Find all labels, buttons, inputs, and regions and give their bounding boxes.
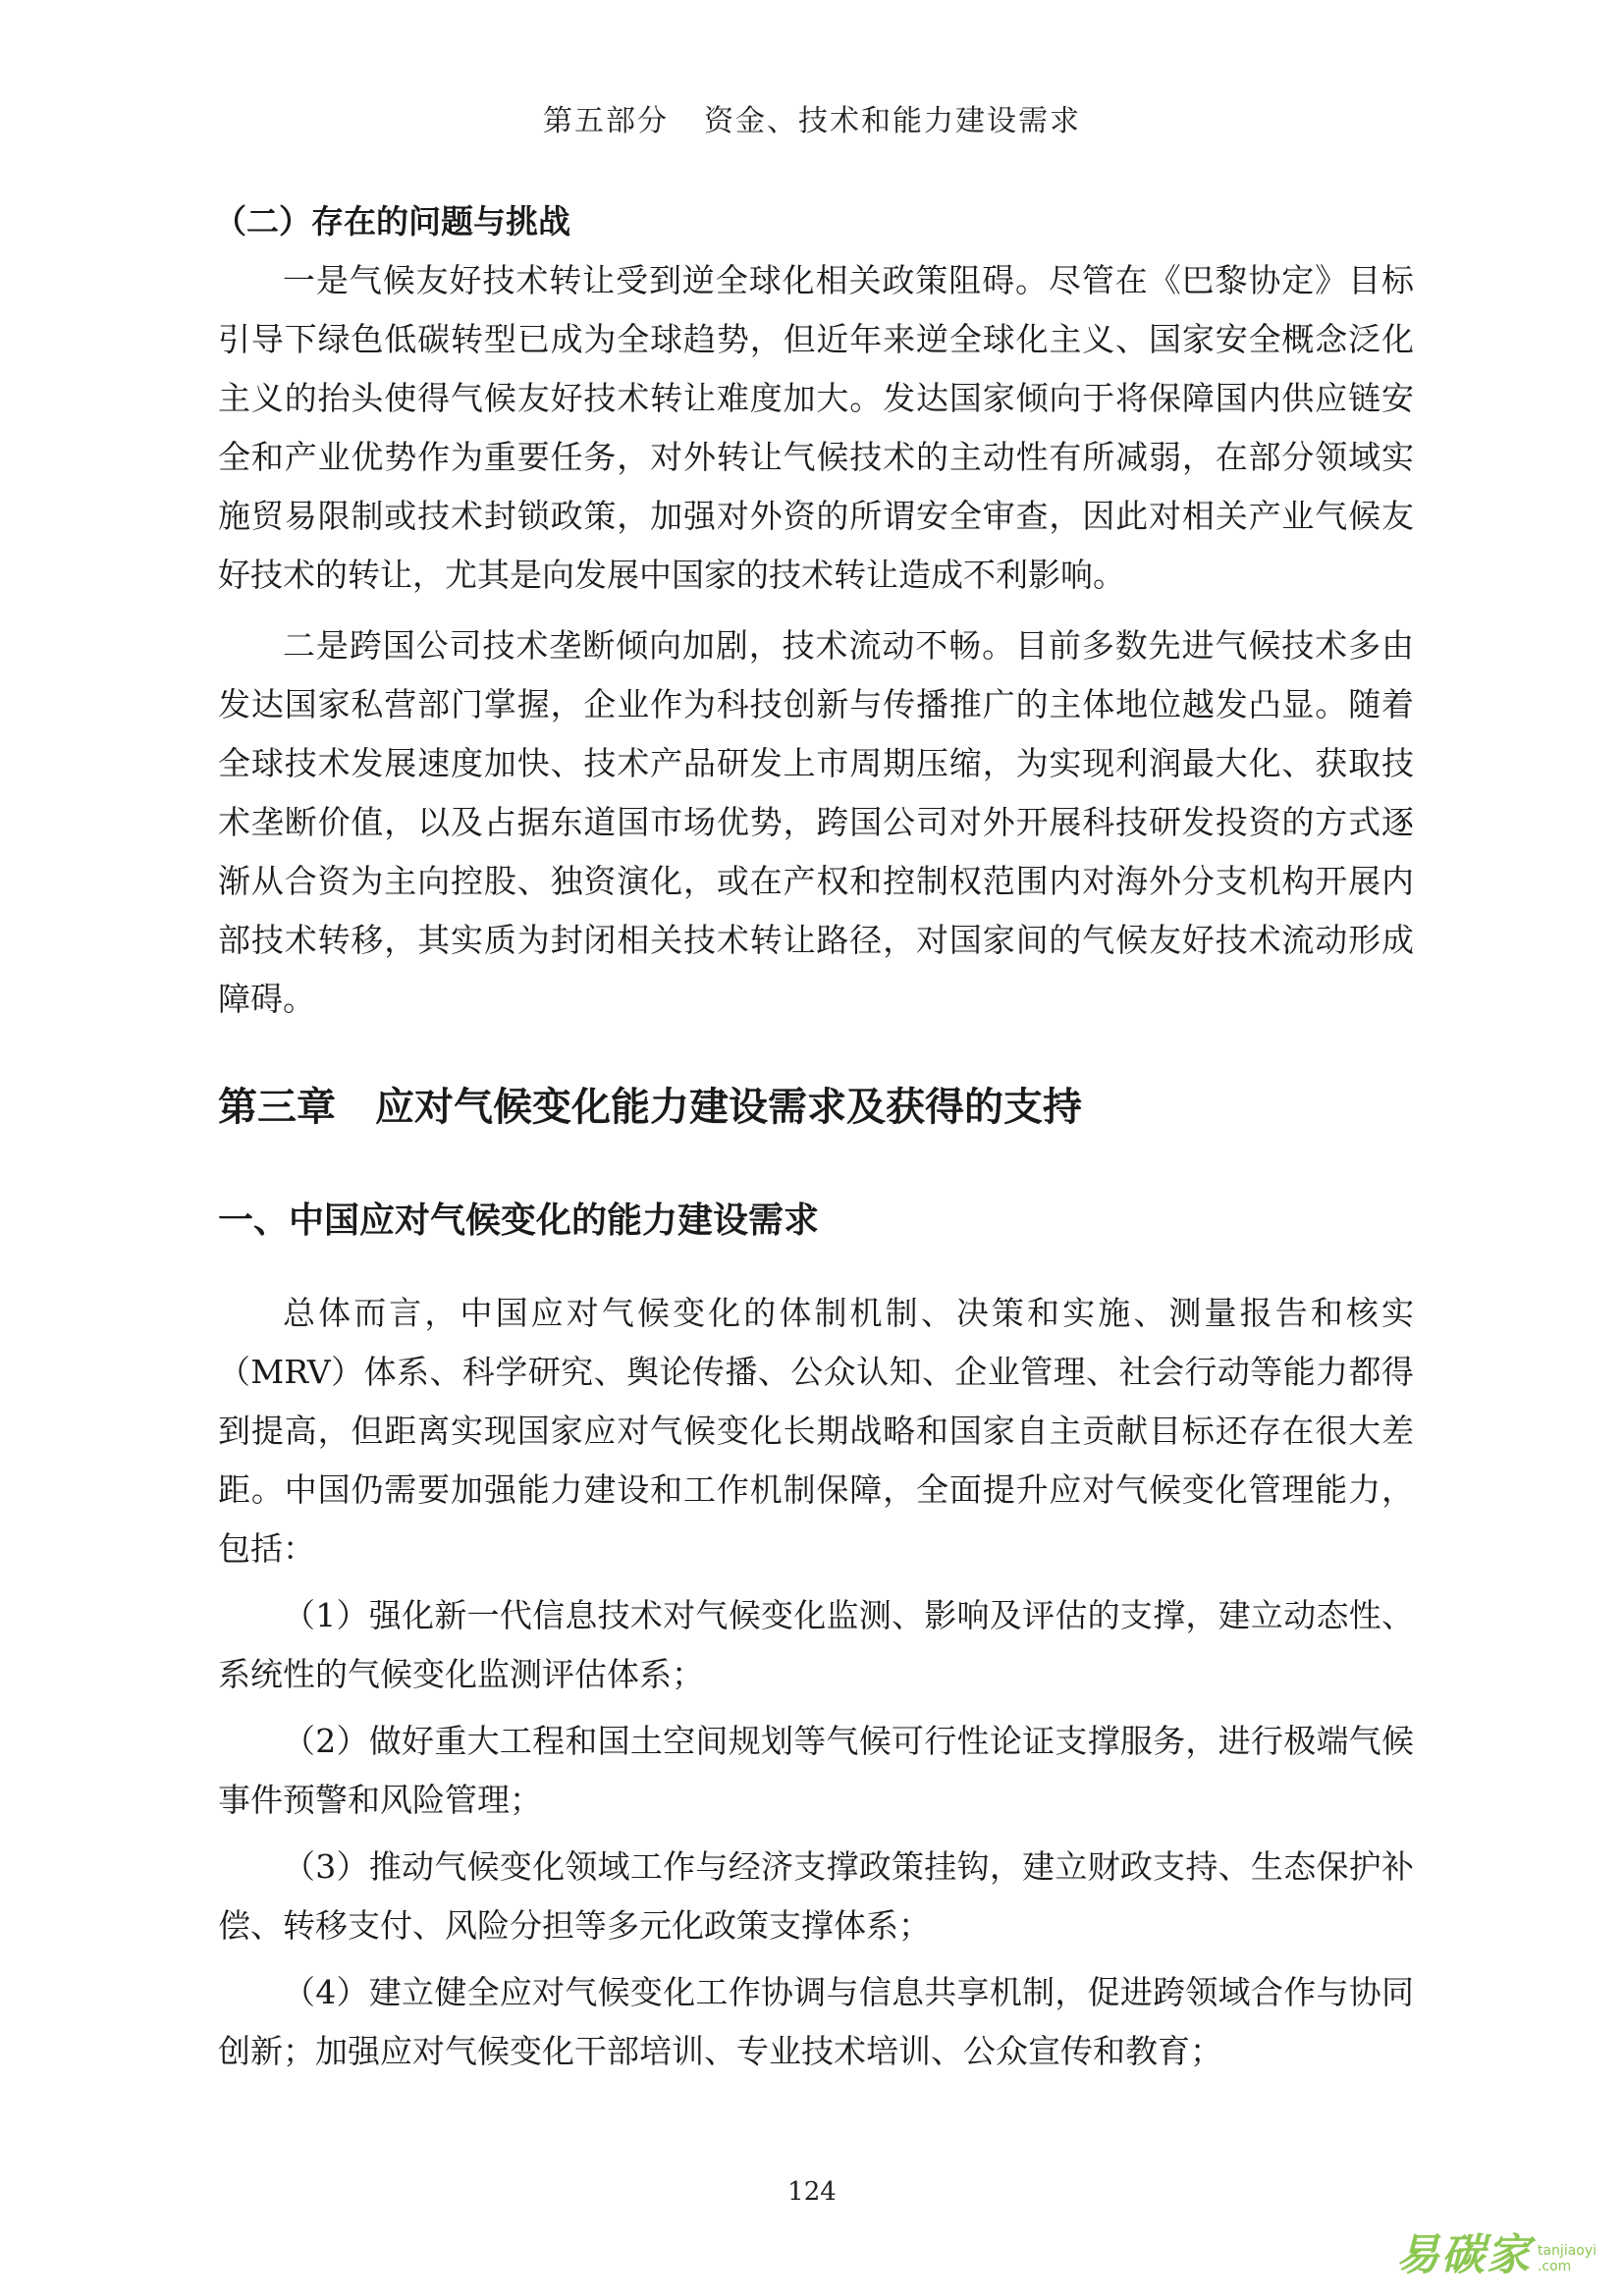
needs-list	[218, 1586, 1414, 2081]
chapter-number: 第三章	[218, 1085, 336, 1130]
watermark-domain-line1: tanjiaoyi	[1537, 2243, 1597, 2259]
list-item: （3）推动气候变化领域工作与经济支撑政策挂钩，建立财政支持、生态保护补偿、转移支付、风险分担等多元化政策支撑体系；	[218, 1847, 1414, 1945]
chapter-title	[218, 1078, 1414, 1137]
paragraph-monopoly: 二是跨国公司技术垄断倾向加剧，技术流动不畅。目前多数先进气候技术多由发达国家私营部门掌握，企业作为科技创新与传播推广的主体地位越发凸显。随着全球技术发展速度加快、技术产品研发上市周期压缩，为实现利润最大化、获取技术垄断价值，以及占据东道国市场优势，跨国公司对外开展科技研发投资的方式逐渐从合资为主向控股、独资演化，或在产权和控制权范围内对海外分支机构开展内部技术转移，其实质为封闭相关技术转让路径，对国家间的气候友好技术流动形成障碍。	[218, 626, 1414, 1018]
header-title: 资金、技术和能力建设需求	[704, 104, 1081, 138]
watermark-domain-line2: .com	[1537, 2259, 1572, 2274]
running-header	[0, 96, 1624, 139]
page-content	[214, 192, 1414, 2081]
watermark-logo-text: 易碳家	[1395, 2230, 1532, 2280]
list-item: （4）建立健全应对气候变化工作协调与信息共享机制，促进跨领域合作与协同创新；加强应对气候变化干部培训、专业技术培训、公众宣传和教育；	[218, 1973, 1414, 2070]
chapter-name: 应对气候变化能力建设需求及获得的支持	[375, 1085, 1082, 1130]
watermark-domain	[1538, 2243, 1597, 2282]
list-item: （1）强化新一代信息技术对气候变化监测、影响及评估的支撑，建立动态性、系统性的气候变化监测评估体系；	[218, 1596, 1414, 1693]
section-intro: 总体而言，中国应对气候变化的体制机制、决策和实施、测量报告和核实（MRV）体系、科学研究、舆论传播、公众认知、企业管理、社会行动等能力都得到提高，但距离实现国家应对气候变化长期战略和国家自主贡献目标还存在很大差距。中国仍需要加强能力建设和工作机制保障，全面提升应对气候变化管理能力，包括：	[218, 1294, 1414, 1568]
watermark-logo	[1396, 2219, 1597, 2282]
header-part: 第五部分	[543, 104, 669, 138]
list-item: （2）做好重大工程和国土空间规划等气候可行性论证支撑服务，进行极端气候事件预警和风险管理；	[218, 1722, 1414, 1819]
subsection-heading: （二）存在的问题与挑战	[214, 202, 570, 240]
page-number: 124	[787, 2177, 837, 2207]
section-title: 一、中国应对气候变化的能力建设需求	[218, 1201, 820, 1241]
paragraph-tech-transfer-barrier: 一是气候友好技术转让受到逆全球化相关政策阻碍。尽管在《巴黎协定》目标引导下绿色低碳转型已成为全球趋势，但近年来逆全球化主义、国家安全概念泛化主义的抬头使得气候友好技术转让难度加大。发达国家倾向于将保障国内供应链安全和产业优势作为重要任务，对外转让气候技术的主动性有所减弱，在部分领域实施贸易限制或技术封锁政策，加强对外资的所谓安全审查，因此对相关产业气候友好技术的转让，尤其是向发展中国家的技术转让造成不利影响。	[218, 261, 1414, 594]
